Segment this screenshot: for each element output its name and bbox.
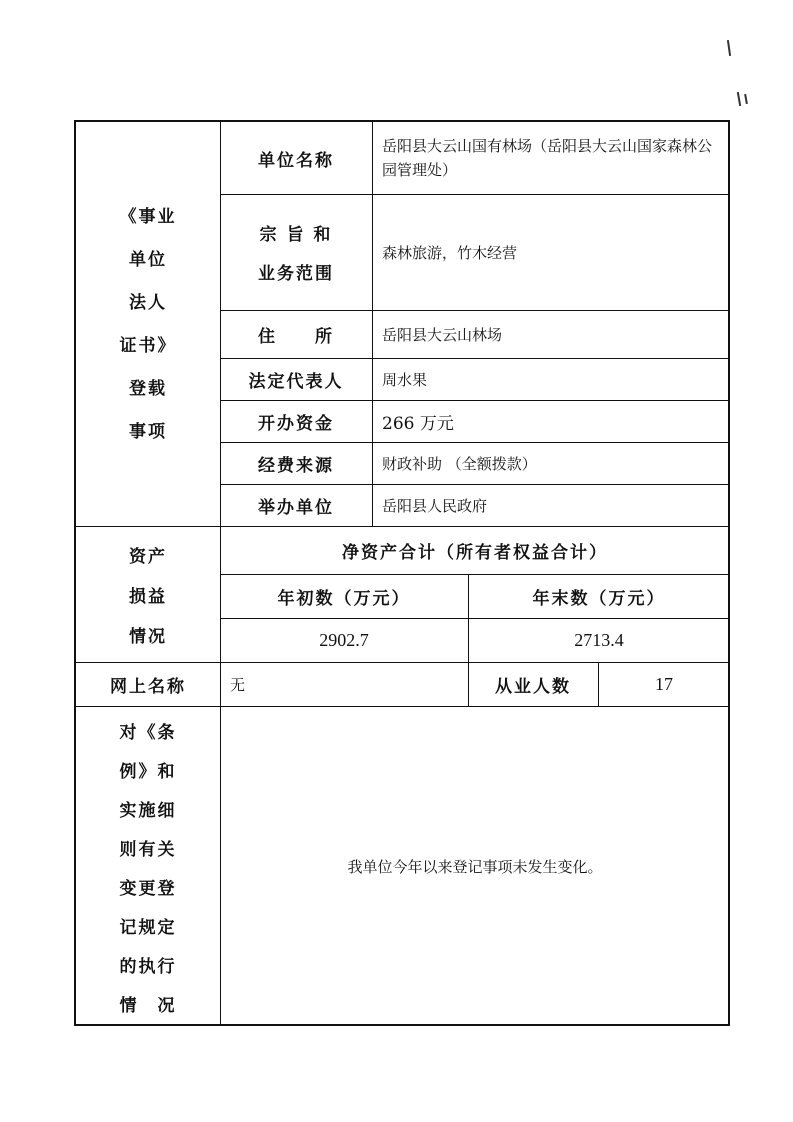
assets-title-line: 资产 — [129, 546, 167, 567]
assets-title-line: 损益 — [129, 586, 167, 607]
compliance-title-line: 例》和 — [119, 762, 177, 782]
staff-count-label: 从业人数 — [495, 676, 571, 697]
compliance-title-line: 情 况 — [119, 996, 177, 1016]
scan-mark — [744, 94, 748, 104]
year-end-header: 年末数（万元） — [532, 588, 666, 609]
legal-rep-label: 法定代表人 — [248, 371, 344, 392]
online-name-value: 无 — [230, 675, 246, 694]
capital-label: 开办资金 — [258, 413, 334, 434]
unit-name-value: 岳阳县大云山国有林场（岳阳县大云山国家森林公园管理处） — [382, 137, 713, 179]
sponsor-value: 岳阳县人民政府 — [382, 496, 488, 515]
registration-title-line: 单位 — [129, 250, 167, 270]
compliance-section-title — [76, 710, 220, 1026]
sponsor-label: 举办单位 — [258, 497, 334, 518]
purpose-label-line: 宗 旨 和 — [259, 225, 333, 245]
year-begin-value: 2902.7 — [319, 629, 369, 650]
scan-mark — [727, 40, 731, 56]
capital-value: 266 万元 — [382, 413, 454, 434]
purpose-label — [220, 194, 372, 310]
funding-label: 经费来源 — [258, 455, 334, 476]
compliance-title-line: 记规定 — [119, 918, 177, 938]
registration-title-line: 证书》 — [119, 336, 177, 356]
staff-count-value: 17 — [655, 673, 673, 694]
registration-form-table — [74, 120, 730, 1026]
online-name-label: 网上名称 — [110, 676, 186, 697]
year-end-value: 2713.4 — [574, 629, 624, 650]
net-assets-header: 净资产合计（所有者权益合计） — [342, 542, 608, 563]
scan-mark — [737, 92, 741, 106]
registration-title-line: 法人 — [129, 293, 167, 313]
assets-section-title — [76, 526, 220, 662]
compliance-title-line: 的执行 — [119, 957, 177, 977]
unit-name-label: 单位名称 — [258, 150, 334, 171]
registration-section-title — [76, 202, 220, 442]
registration-title-line: 登载 — [129, 379, 167, 399]
assets-title-line: 情况 — [129, 626, 167, 647]
compliance-value: 我单位今年以来登记事项未发生变化。 — [347, 857, 603, 876]
compliance-title-line: 则有关 — [119, 840, 177, 860]
address-value: 岳阳县大云山林场 — [382, 325, 503, 344]
compliance-title-line: 实施细 — [119, 801, 177, 821]
purpose-label-line: 业务范围 — [258, 264, 334, 284]
registration-title-line: 《事业 — [119, 207, 177, 227]
purpose-value: 森林旅游，竹木经营 — [382, 243, 518, 262]
legal-rep-value: 周水果 — [382, 370, 428, 389]
registration-title-line: 事项 — [129, 422, 167, 442]
year-begin-header: 年初数（万元） — [277, 588, 411, 609]
funding-value: 财政补助 （全额拨款） — [382, 454, 537, 473]
address-label: 住 所 — [258, 326, 334, 347]
compliance-title-line: 变更登 — [119, 879, 177, 899]
compliance-title-line: 对《条 — [119, 723, 177, 743]
